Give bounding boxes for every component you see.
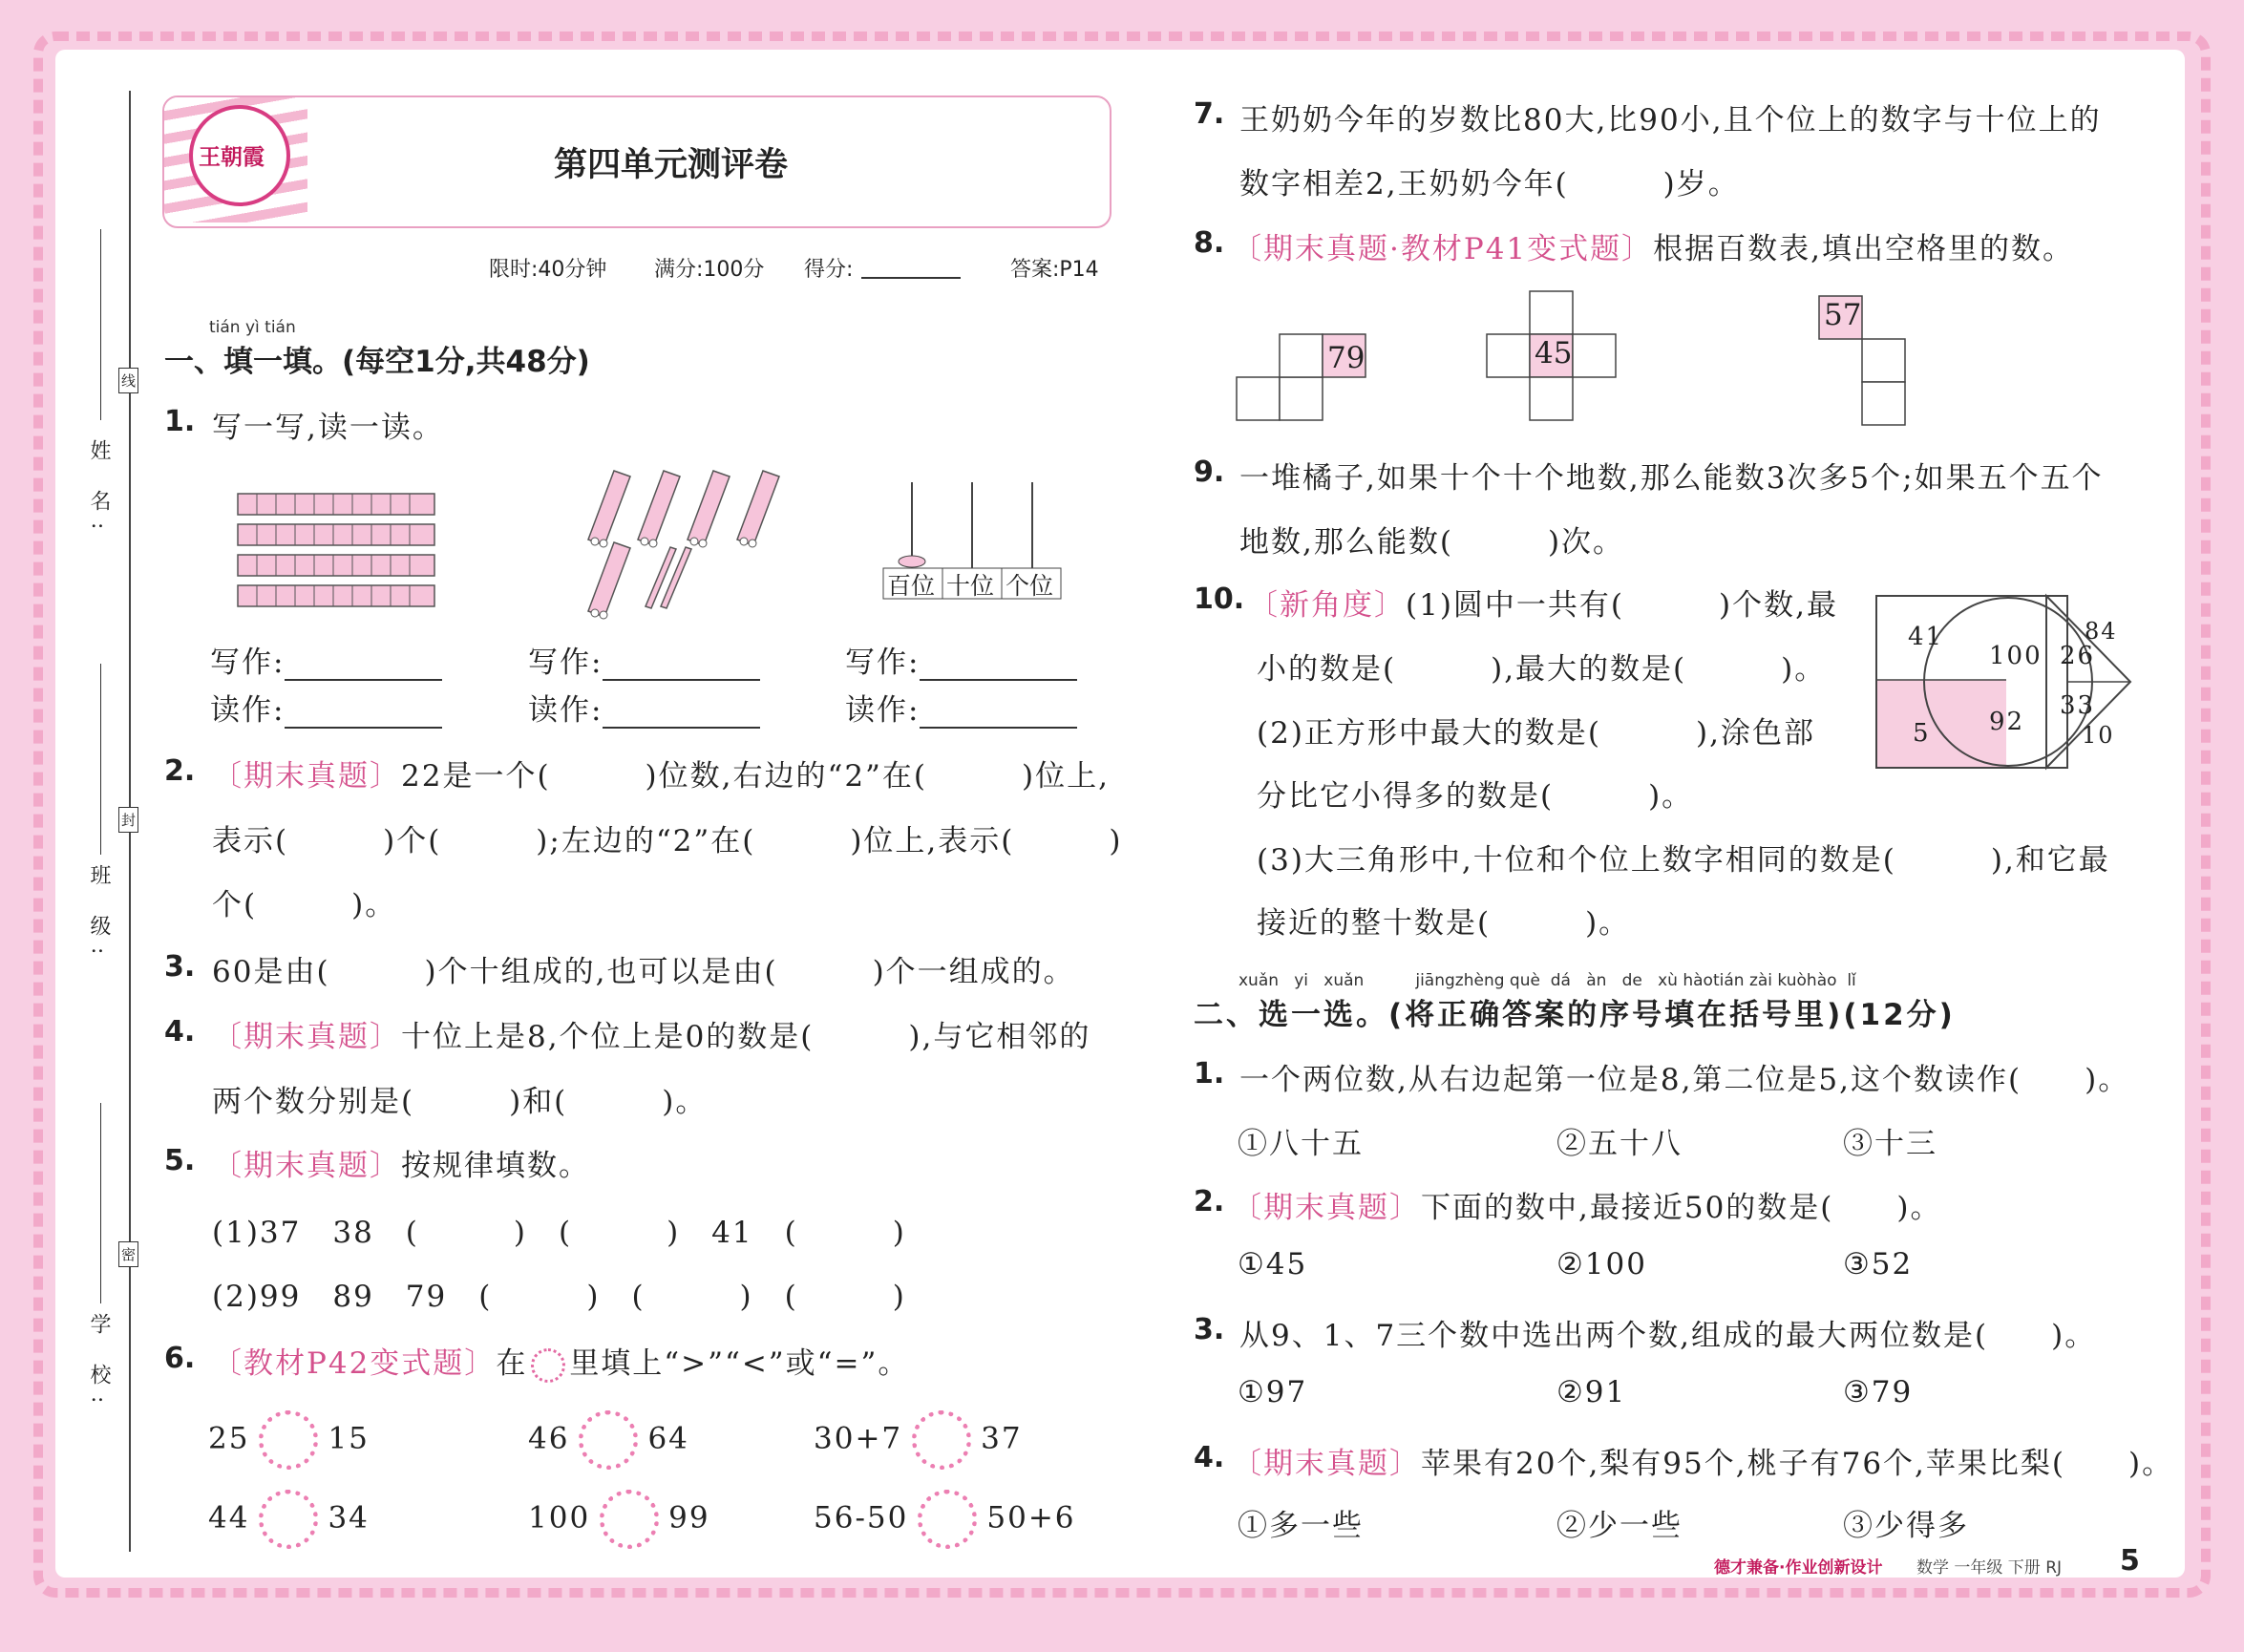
q9-number: 9. xyxy=(1194,455,1225,489)
name-label: 姓 名: xyxy=(87,439,111,541)
q5-row1: (1)37 38 ( ) ( ) 41 ( ) xyxy=(212,1216,906,1250)
stick-bundles-figure xyxy=(571,463,791,625)
compare-right: 64 xyxy=(647,1421,689,1456)
abacus-label-ones: 个位 xyxy=(1006,572,1054,600)
s2-q4-tag: 〔期末真题〕 xyxy=(1232,1447,1421,1481)
compare-circle[interactable] xyxy=(259,1490,318,1549)
s2-q1-option-2[interactable]: ②五十八 xyxy=(1556,1127,1683,1161)
fig-num-26: 26 xyxy=(2060,642,2096,670)
fig-num-5: 5 xyxy=(1913,719,1931,748)
write-blank-a[interactable] xyxy=(285,650,442,681)
s2-q2-text: 下面的数中,最接近50的数是( )。 xyxy=(1421,1191,1942,1225)
q10-line1 xyxy=(1248,581,1838,624)
abacus-label-hundreds: 百位 xyxy=(887,572,936,600)
read-label: 读作: xyxy=(528,693,603,728)
s2-q1-number: 1. xyxy=(1194,1057,1225,1091)
seal-mark-3: 密 xyxy=(118,1241,138,1267)
q9-line2: 地数,那么能数( )次。 xyxy=(1239,525,1625,560)
q2-text1: 22是一个( )位数,右边的“2”在( )位上, xyxy=(401,759,1110,794)
q7-number: 7. xyxy=(1194,97,1225,131)
read-blank-c[interactable] xyxy=(920,698,1077,729)
q10-line3: (2)正方形中最大的数是( ),涂色部 xyxy=(1257,716,1815,751)
q5-number: 5. xyxy=(164,1144,196,1177)
q10-text1: (1)圆中一共有( )个数,最 xyxy=(1406,588,1838,623)
compare-left: 46 xyxy=(528,1421,570,1456)
s2-q4-number: 4. xyxy=(1194,1441,1225,1474)
s2-q2-tag: 〔期末真题〕 xyxy=(1232,1191,1421,1225)
compare-right: 99 xyxy=(668,1500,710,1536)
s2-q4-option-1[interactable]: ①多一些 xyxy=(1238,1509,1364,1543)
footer-subject: 数学 一年级 下册 RJ xyxy=(1916,1558,2063,1578)
s2-q1-text: 一个两位数,从右边起第一位是8,第二位是5,这个数读作( )。 xyxy=(1239,1063,2130,1097)
q3-number: 3. xyxy=(164,950,196,984)
q4-number: 4. xyxy=(164,1015,196,1048)
s2-q3-option-3[interactable]: ③79 xyxy=(1843,1375,1914,1409)
q2-number: 2. xyxy=(164,754,196,788)
page-number: 5 xyxy=(2120,1544,2140,1578)
compare-left: 56-50 xyxy=(814,1500,909,1536)
q10-line2: 小的数是( ),最大的数是( )。 xyxy=(1257,652,1827,687)
s2-q2-option-1[interactable]: ①45 xyxy=(1238,1247,1308,1281)
section1-pinyin: tián yì tián xyxy=(209,318,296,337)
page-title: 第四单元测评卷 xyxy=(554,146,789,184)
q1-read-a xyxy=(210,686,442,729)
footer-series: 德才兼备·作业创新设计 xyxy=(1714,1558,1883,1578)
s2-q4-option-2[interactable]: ②少一些 xyxy=(1556,1509,1683,1543)
q2-tag: 〔期末真题〕 xyxy=(212,759,401,794)
s2-q2-line xyxy=(1232,1183,1942,1226)
q1-write-b xyxy=(528,638,760,681)
q3-line1: 60是由( )个十组成的,也可以是由( )个一组成的。 xyxy=(212,955,1075,989)
q6-line1 xyxy=(212,1339,909,1383)
write-blank-b[interactable] xyxy=(603,650,760,681)
s2-q2-option-3[interactable]: ③52 xyxy=(1843,1247,1914,1281)
q8-line1 xyxy=(1232,224,2074,267)
write-label: 写作: xyxy=(210,646,286,680)
abacus-label-tens: 十位 xyxy=(946,572,995,600)
q6-text-a: 在 xyxy=(496,1346,528,1381)
compare-left: 44 xyxy=(208,1500,250,1536)
s2-q3-text: 从9、1、7三个数中选出两个数,组成的最大两位数是( )。 xyxy=(1239,1319,2097,1353)
cell-79: 79 xyxy=(1327,341,1365,375)
s2-q4-line xyxy=(1232,1439,2173,1482)
q6-number: 6. xyxy=(164,1342,196,1375)
fig-num-84: 84 xyxy=(2085,618,2118,645)
compare-item-6 xyxy=(814,1490,1076,1549)
read-label: 读作: xyxy=(210,693,286,728)
q4-line2: 两个数分别是( )和( )。 xyxy=(212,1085,708,1119)
cube-blocks-figure xyxy=(234,482,444,616)
q8-text: 根据百数表,填出空格里的数。 xyxy=(1653,232,2075,266)
section1-title: 一、填一填。(每空1分,共48分) xyxy=(164,345,590,379)
q10-line5: (3)大三角形中,十位和个位上数字相同的数是( ),和它最 xyxy=(1257,843,2110,878)
compare-item-4 xyxy=(208,1490,370,1549)
cell-45: 45 xyxy=(1535,336,1573,371)
flower-circle-icon xyxy=(531,1348,565,1383)
fig-num-10: 10 xyxy=(2082,722,2115,749)
q2-line3: 个( )。 xyxy=(212,888,397,922)
q7-line2: 数字相差2,王奶奶今年( )岁。 xyxy=(1239,167,1740,201)
section2-title: 二、选一选。(将正确答案的序号填在括号里)(12分) xyxy=(1194,998,1956,1032)
q5-row2: (2)99 89 79 ( ) ( ) ( ) xyxy=(212,1280,906,1314)
compare-item-2 xyxy=(528,1410,689,1470)
q4-line1 xyxy=(212,1012,1090,1055)
s2-q2-option-2[interactable]: ②100 xyxy=(1556,1247,1647,1281)
s2-q3-option-2[interactable]: ②91 xyxy=(1556,1375,1627,1409)
compare-right: 15 xyxy=(328,1421,370,1456)
q2-line1 xyxy=(212,752,1110,794)
s2-q3-option-1[interactable]: ①97 xyxy=(1238,1375,1308,1409)
q6-text-b: 里填上“>”“<”或“=”。 xyxy=(569,1346,910,1381)
name-line xyxy=(100,229,101,420)
write-label: 写作: xyxy=(528,646,603,680)
q8-tag: 〔期末真题·教材P41变式题〕 xyxy=(1232,232,1654,266)
s2-q4-text: 苹果有20个,梨有95个,桃子有76个,苹果比梨( )。 xyxy=(1421,1447,2174,1481)
compare-item-3 xyxy=(814,1410,1023,1470)
q5-tag: 〔期末真题〕 xyxy=(212,1149,401,1183)
s2-q2-number: 2. xyxy=(1194,1185,1225,1218)
q1-read-b xyxy=(528,686,760,729)
fig-num-92: 92 xyxy=(1989,708,2025,736)
full-score: 满分:100分 xyxy=(654,258,765,282)
s2-q1-option-1[interactable]: ①八十五 xyxy=(1238,1127,1364,1161)
q1-write-c xyxy=(845,638,1077,681)
q2-line2: 表示( )个( );左边的“2”在( )位上,表示( ) xyxy=(212,824,1123,858)
compare-left: 30+7 xyxy=(814,1421,903,1456)
compare-left: 25 xyxy=(208,1421,250,1456)
q1-text: 写一写,读一读。 xyxy=(212,411,444,445)
compare-circle[interactable] xyxy=(912,1410,971,1470)
compare-left: 100 xyxy=(528,1500,591,1536)
fig-num-33: 33 xyxy=(2060,691,2096,720)
seal-mark-2: 封 xyxy=(118,807,138,833)
q4-text1: 十位上是8,个位上是0的数是( ),与它相邻的 xyxy=(401,1020,1091,1054)
q5-line1 xyxy=(212,1141,590,1184)
q10-number: 10. xyxy=(1194,582,1245,616)
school-line xyxy=(100,1103,101,1303)
time-limit: 限时:40分钟 xyxy=(489,258,607,282)
read-blank-a[interactable] xyxy=(285,698,442,729)
compare-right: 50+6 xyxy=(986,1500,1076,1536)
write-blank-c[interactable] xyxy=(920,650,1077,681)
q1-read-c xyxy=(845,686,1077,729)
answer-ref: 答案:P14 xyxy=(1010,258,1099,282)
read-blank-b[interactable] xyxy=(603,698,760,729)
school-label: 学 校: xyxy=(87,1313,111,1415)
compare-right: 37 xyxy=(981,1421,1023,1456)
q1-number: 1. xyxy=(164,405,196,438)
class-label: 班 级: xyxy=(87,864,111,966)
compare-circle[interactable] xyxy=(600,1490,659,1549)
cell-57: 57 xyxy=(1824,298,1862,332)
q10-line4: 分比它小得多的数是( )。 xyxy=(1257,779,1694,814)
q8-number: 8. xyxy=(1194,226,1225,260)
q7-line1: 王奶奶今年的岁数比80大,比90小,且个位上的数字与十位上的 xyxy=(1239,103,2102,138)
compare-right: 34 xyxy=(328,1500,370,1536)
score-blank[interactable] xyxy=(861,277,961,279)
s2-q1-option-3[interactable]: ③十三 xyxy=(1843,1127,1937,1161)
write-label: 写作: xyxy=(845,646,921,680)
seal-mark-1: 线 xyxy=(118,368,138,393)
compare-item-5 xyxy=(528,1490,710,1549)
fig-num-100: 100 xyxy=(1989,642,2043,670)
q5-text: 按规律填数。 xyxy=(401,1149,590,1183)
q4-tag: 〔期末真题〕 xyxy=(212,1020,401,1054)
class-line xyxy=(100,664,101,855)
compare-item-1 xyxy=(208,1410,370,1470)
q6-tag: 〔教材P42变式题〕 xyxy=(212,1346,497,1381)
s2-q4-option-3[interactable]: ③少得多 xyxy=(1843,1509,1969,1543)
section2-pinyin: xuǎn yi xuǎn jiāngzhèng què dá àn de xù hàotián zài kuòhào lǐ xyxy=(1238,971,1856,990)
q9-line1: 一堆橘子,如果十个十个地数,那么能数3次多5个;如果五个五个 xyxy=(1239,461,2104,496)
compare-circle[interactable] xyxy=(259,1410,318,1470)
s2-q3-number: 3. xyxy=(1194,1313,1225,1346)
logo-text: 王朝霞 xyxy=(199,144,265,170)
fig-num-41: 41 xyxy=(1908,623,1944,651)
read-label: 读作: xyxy=(845,693,921,728)
q10-tag: 〔新角度〕 xyxy=(1248,588,1406,623)
q10-line6: 接近的整十数是( )。 xyxy=(1257,906,1631,941)
compare-circle[interactable] xyxy=(579,1410,638,1470)
score-label: 得分: xyxy=(804,258,854,282)
compare-circle[interactable] xyxy=(918,1490,977,1549)
q1-write-a xyxy=(210,638,442,681)
